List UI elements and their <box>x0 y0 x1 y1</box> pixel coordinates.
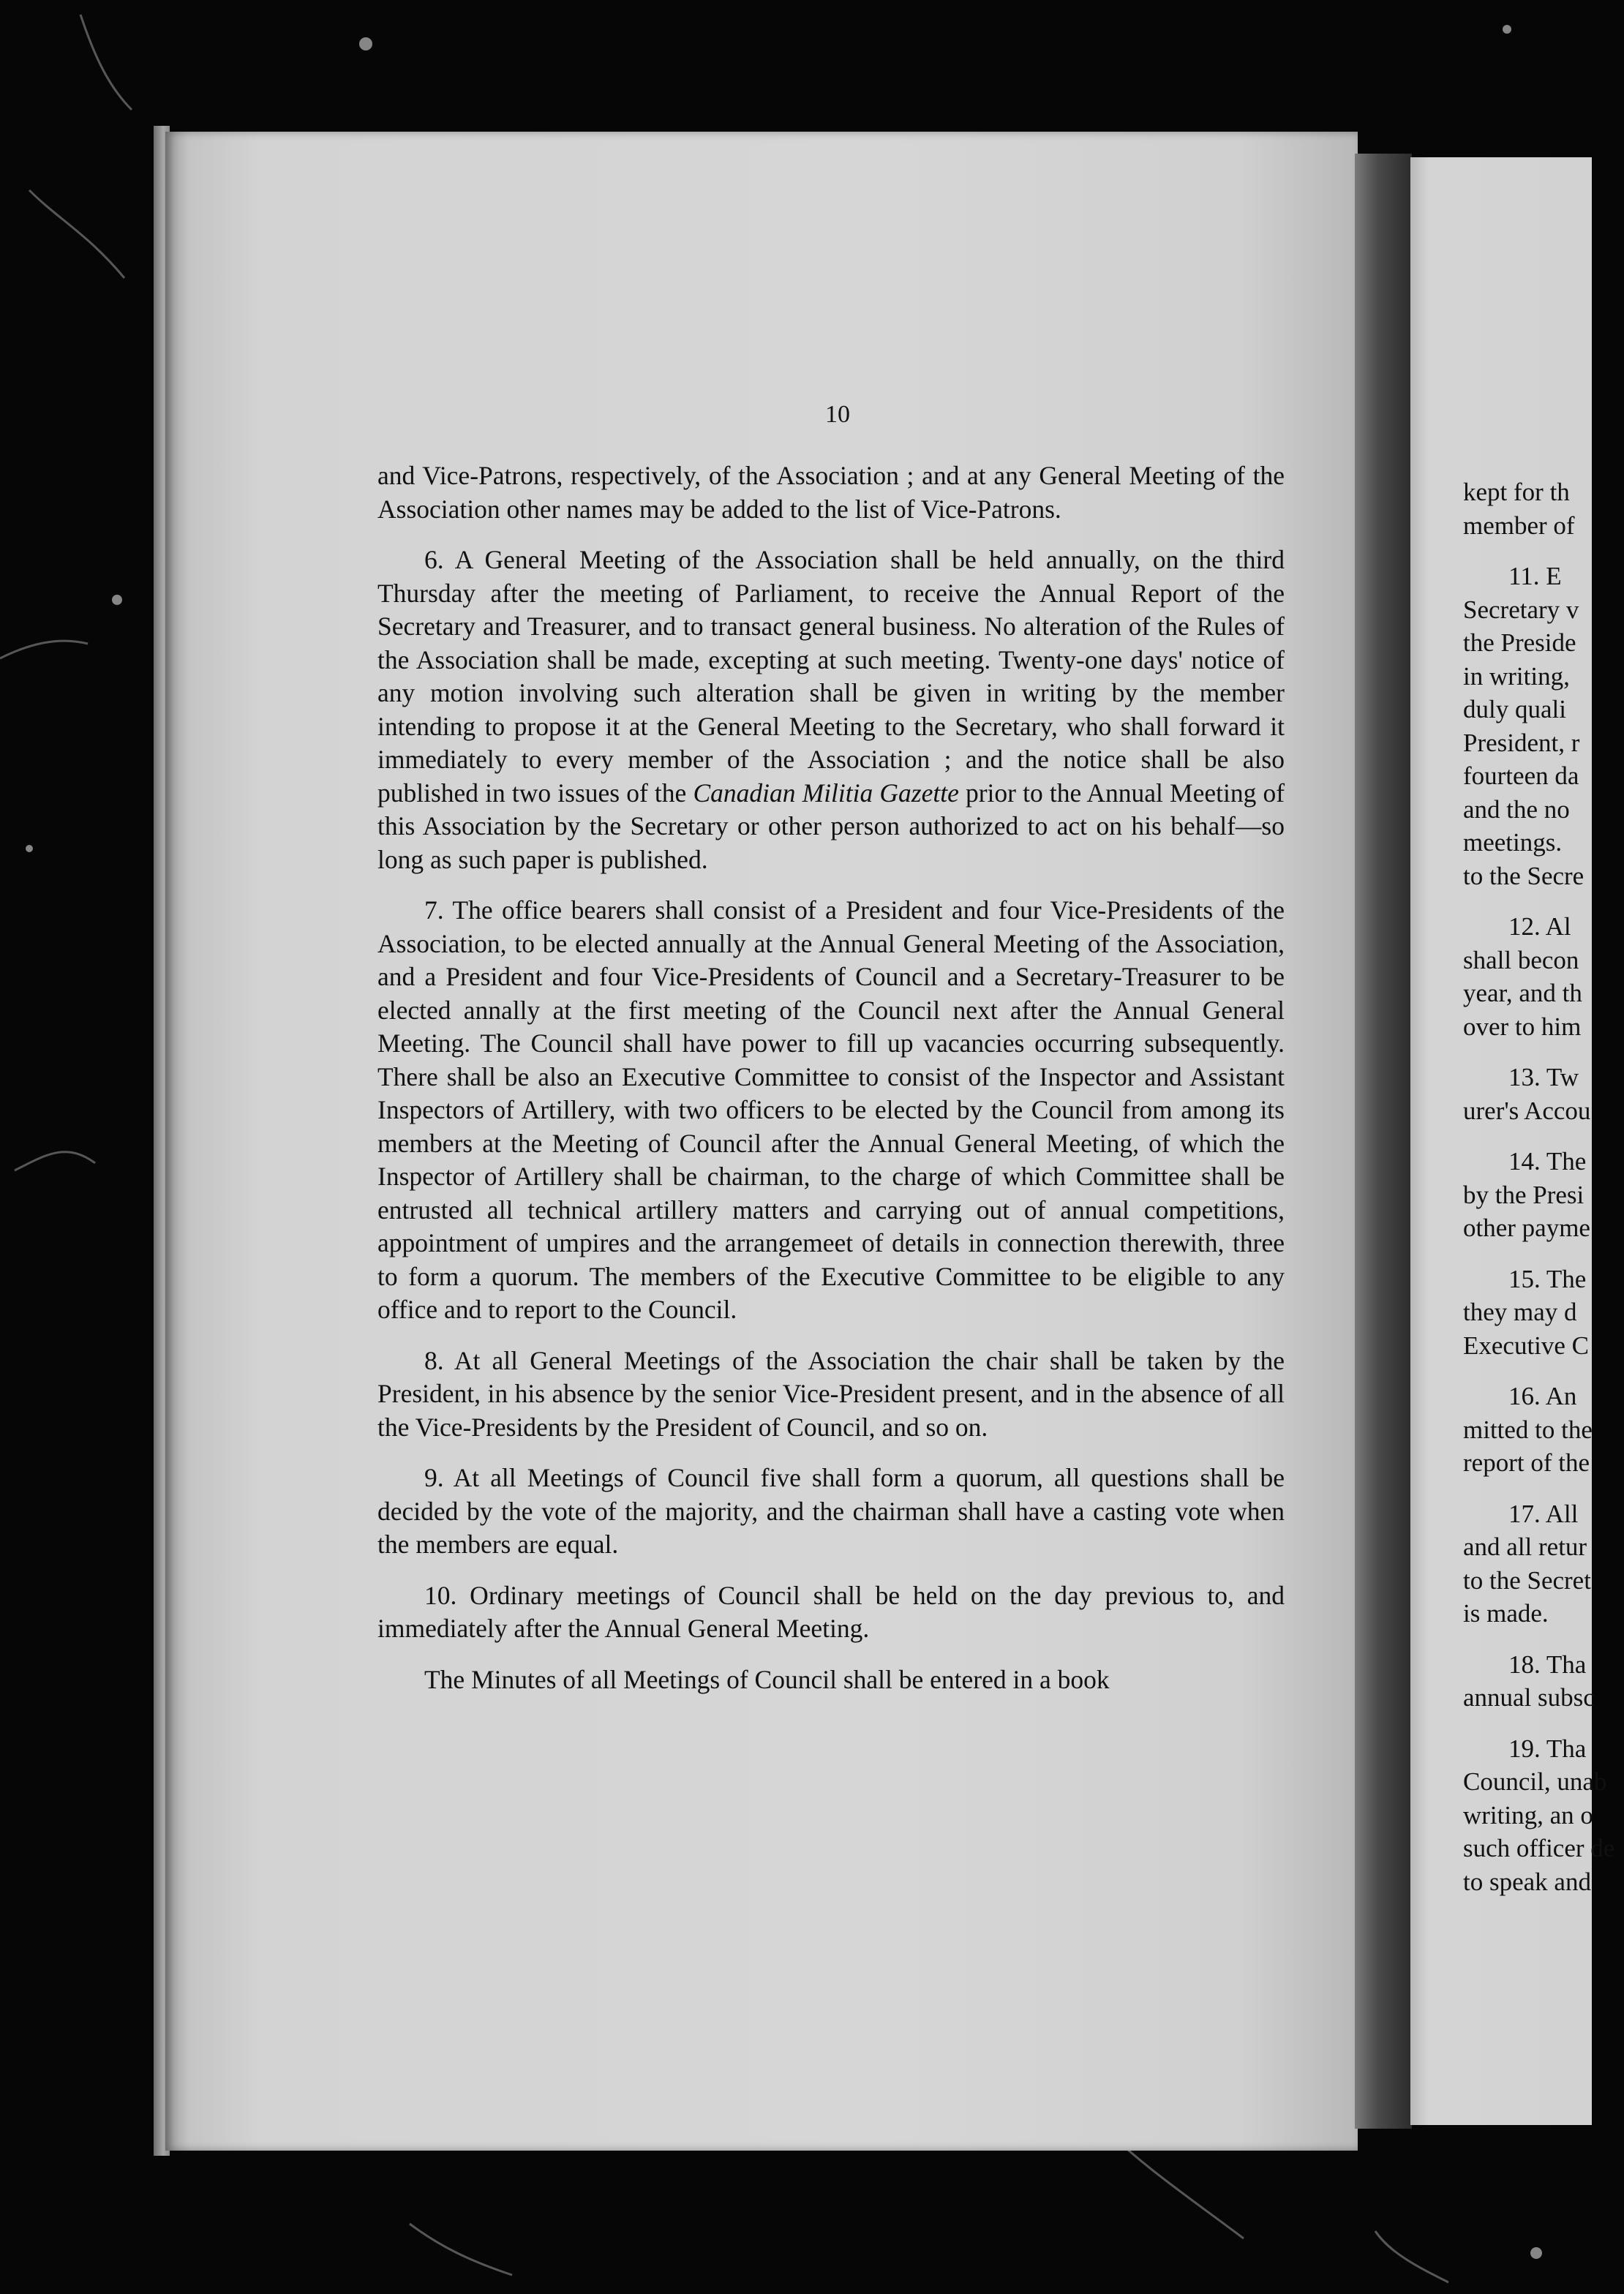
facing-line: 16. An <box>1508 1382 1577 1410</box>
paragraph-minutes: The Minutes of all Meetings of Council shall be entered in a book <box>424 1664 1110 1694</box>
facing-line: 19. Tha <box>1508 1734 1587 1763</box>
facing-line: the Preside <box>1463 628 1576 657</box>
facing-line: and all retur <box>1463 1533 1587 1561</box>
facing-line: Secretary v <box>1463 595 1579 624</box>
facing-line: other payme <box>1463 1214 1590 1242</box>
facing-line: report of the <box>1463 1448 1590 1477</box>
facing-line: year, and th <box>1463 979 1582 1007</box>
facing-line: 15. The <box>1508 1264 1587 1293</box>
facing-line: 17. All <box>1508 1499 1579 1528</box>
facing-line: shall becon <box>1463 945 1579 974</box>
facing-line: 13. Tw <box>1508 1063 1579 1091</box>
facing-line: to the Secret <box>1463 1565 1591 1595</box>
facing-line: Council, unab <box>1463 1767 1607 1796</box>
paragraph-vice-patrons: and Vice-Patrons, respectively, of the Association ; and at any General Meeting of the Association other names may be added to the list of Vice-Patrons. <box>377 461 1285 524</box>
facing-line: mitted to the <box>1463 1415 1593 1444</box>
facing-line: such officer de <box>1463 1834 1615 1862</box>
gazette-title: Canadian Militia Gazette <box>693 778 959 808</box>
rule-6-text: 6. A General Meeting of the Association shall be held annually, on the third Thursday after the meeting of Parliament, to receive the Annual Report of the Secretary and Treasurer, and to transact general business. No alteration of the Rules of the Association shall be made, excepting at such meeting. Twenty-one days' notice of any motion involving such alteration shall be given in writing by the member intending to propose it at the General Meeting to the Secretary, who shall forward it immediately to every member of the Association ; and the notice shall be also published in two issues of the <box>377 545 1285 808</box>
facing-line: by the Presi <box>1463 1180 1584 1209</box>
facing-line: Executive C <box>1463 1331 1590 1360</box>
facing-line: to speak and <box>1463 1867 1591 1896</box>
facing-line: 11. E <box>1508 562 1562 590</box>
paragraph-rule-10: 10. Ordinary meetings of Council shall be held on the day previous to, and immediately after the Annual General Meeting. <box>377 1580 1285 1643</box>
facing-line: 18. Tha <box>1508 1650 1587 1679</box>
facing-line: to the Secre <box>1463 861 1584 890</box>
facing-line: in writing, <box>1463 661 1570 691</box>
rule-6-tail: prior to the Annual Meeting of this Association by the Secretary or other person authorized to act on his behalf—so long as such paper is published. <box>377 778 1285 874</box>
facing-line: member of <box>1463 511 1575 540</box>
facing-line: annual subsc <box>1463 1683 1595 1712</box>
facing-line: writing, an o <box>1463 1800 1593 1829</box>
paragraph-rule-9: 9. At all Meetings of Council five shall form a quorum, all questions shall be decided by the vote of the majority, and the chairman shall have a casting vote when the members are equal. <box>377 1463 1285 1559</box>
paragraph-rule-6 <box>377 544 1285 876</box>
page-body <box>377 459 1285 1696</box>
facing-line: duly quali <box>1463 695 1566 723</box>
book-gutter <box>1355 154 1412 2129</box>
facing-line: and the no <box>1463 794 1570 824</box>
facing-line: is made. <box>1463 1599 1549 1628</box>
facing-line: urer's Accou <box>1463 1096 1591 1125</box>
facing-line: 14. The <box>1508 1147 1587 1176</box>
facing-line: meetings. <box>1463 828 1563 857</box>
facing-line: over to him <box>1463 1012 1582 1041</box>
paragraph-rule-8: 8. At all General Meetings of the Association the chair shall be taken by the President, in his absence by the senior Vice-President present, and in the absence of all the Vice-Presidents by the President of Council, and so on. <box>377 1345 1285 1442</box>
facing-line: fourteen da <box>1463 761 1579 790</box>
facing-line: they may d <box>1463 1298 1577 1326</box>
facing-line: kept for th <box>1463 478 1570 506</box>
facing-line: 12. Al <box>1508 912 1571 941</box>
facing-line: President, r <box>1463 728 1580 757</box>
facing-page-text <box>1463 475 1624 1898</box>
page-number: 10 <box>825 401 850 428</box>
paragraph-rule-7: 7. The office bearers shall consist of a President and four Vice-Presidents of the Association, to be elected annually at the Annual General Meeting of the Association, and a President and four Vice-Presidents of Council and a Secretary-Treasurer to be elected annally at the first meeting of the Council next after the Annual General Meeting. The Council shall have power to fill up vacancies occurring subsequently. There shall be also an Executive Committee to consist of the Inspector and Assistant Inspectors of Artillery, with two officers to be elected by the Council from among its members at the Meeting of Council after the Annual General Meeting, of which the Inspector of Artillery shall be chairman, to the charge of which Committee shall be entrusted all technical artillery matters and carrying out of annual competitions, appointment of umpires and the arrangemeet of details in connection therewith, three to form a quorum. The members of the Executive Committee to be eligible to any office and to report to the Council. <box>377 895 1285 1324</box>
